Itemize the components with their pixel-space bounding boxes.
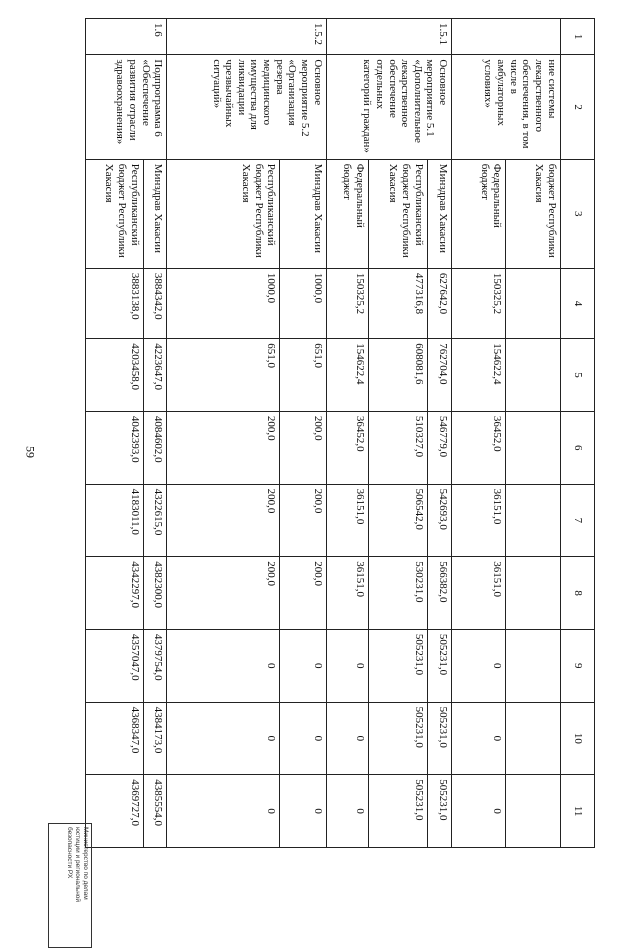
value-cell: 505231,0 bbox=[427, 629, 451, 702]
value-cell: 4322615,0 bbox=[143, 484, 167, 557]
value-cell: 530231,0 bbox=[368, 557, 427, 630]
value-cell: 3883138,0 bbox=[86, 268, 144, 338]
program-name-cell: ние системы лекарственного обеспечения, в том числе в амбулаторных условиях» bbox=[452, 55, 560, 159]
value-cell: 36151,0 bbox=[452, 484, 506, 557]
value-cell bbox=[506, 629, 560, 702]
rotated-table-container bbox=[85, 18, 595, 848]
value-cell: 200,0 bbox=[280, 557, 326, 630]
value-cell: 150325,2 bbox=[326, 268, 368, 338]
stamp-line: безопасности РХ bbox=[65, 827, 73, 879]
table-row bbox=[506, 19, 560, 848]
stamp-line: юстиции и региональной bbox=[73, 827, 81, 903]
value-cell: 0 bbox=[452, 702, 506, 775]
program-name-cell: Основное мероприятие 5.2 «Организация резерва медицинского имущества для ликвидации чрезвычайных ситуаций» bbox=[167, 55, 326, 159]
value-cell: 505231,0 bbox=[368, 775, 427, 848]
value-cell: 505231,0 bbox=[427, 702, 451, 775]
row-number-cell: 1.6 bbox=[86, 19, 167, 55]
value-cell: 0 bbox=[167, 775, 280, 848]
value-cell: 506542,0 bbox=[368, 484, 427, 557]
program-name-cell: Основное мероприятие 5.1 «Дополнительное лекарственное обеспечение отдельных категорий граждан» bbox=[326, 55, 451, 159]
value-cell bbox=[506, 411, 560, 484]
value-cell bbox=[506, 339, 560, 412]
value-cell: 505231,0 bbox=[368, 629, 427, 702]
value-cell: 0 bbox=[452, 775, 506, 848]
value-cell: 0 bbox=[167, 702, 280, 775]
row-number-cell: 1.5.2 bbox=[167, 19, 326, 55]
value-cell: 651,0 bbox=[167, 339, 280, 412]
value-cell: 0 bbox=[280, 629, 326, 702]
value-cell: 4042393,0 bbox=[86, 411, 144, 484]
value-cell: 154622,4 bbox=[452, 339, 506, 412]
header-cell: 10 bbox=[560, 702, 594, 775]
value-cell: 505231,0 bbox=[427, 775, 451, 848]
source-cell: Республиканский бюджет Республики Хакасия bbox=[86, 159, 144, 268]
value-cell: 566382,0 bbox=[427, 557, 451, 630]
value-cell: 4369727,0 bbox=[86, 775, 144, 848]
value-cell: 477316,8 bbox=[368, 268, 427, 338]
value-cell: 4183011,0 bbox=[86, 484, 144, 557]
value-cell: 4357047,0 bbox=[86, 629, 144, 702]
value-cell bbox=[506, 702, 560, 775]
header-cell: 11 bbox=[560, 775, 594, 848]
value-cell: 4385554,0 bbox=[143, 775, 167, 848]
header-cell: 2 bbox=[560, 55, 594, 159]
header-cell: 1 bbox=[560, 19, 594, 55]
value-cell: 4379754,0 bbox=[143, 629, 167, 702]
value-cell: 0 bbox=[452, 629, 506, 702]
value-cell: 4384173,0 bbox=[143, 702, 167, 775]
value-cell: 200,0 bbox=[167, 484, 280, 557]
budget-table bbox=[85, 18, 595, 848]
header-cell: 9 bbox=[560, 629, 594, 702]
source-cell: Минздрав Хакасии bbox=[280, 159, 326, 268]
value-cell bbox=[506, 557, 560, 630]
table-row bbox=[143, 19, 167, 848]
value-cell bbox=[506, 775, 560, 848]
table-row bbox=[280, 19, 326, 848]
value-cell: 36151,0 bbox=[326, 484, 368, 557]
table-header-row bbox=[560, 19, 594, 848]
value-cell: 0 bbox=[280, 775, 326, 848]
value-cell: 154622,4 bbox=[326, 339, 368, 412]
source-cell: Федеральный бюджет bbox=[452, 159, 506, 268]
value-cell: 510327,0 bbox=[368, 411, 427, 484]
row-number-cell bbox=[452, 19, 560, 55]
source-cell: Республиканский бюджет Республики Хакасия bbox=[368, 159, 427, 268]
value-cell: 36452,0 bbox=[452, 411, 506, 484]
value-cell: 0 bbox=[167, 629, 280, 702]
value-cell: 36151,0 bbox=[452, 557, 506, 630]
source-cell: Федеральный бюджет bbox=[326, 159, 368, 268]
value-cell: 627642,0 bbox=[427, 268, 451, 338]
source-cell: Минздрав Хакасии bbox=[427, 159, 451, 268]
value-cell: 4223647,0 bbox=[143, 339, 167, 412]
header-cell: 8 bbox=[560, 557, 594, 630]
value-cell: 546779,0 bbox=[427, 411, 451, 484]
value-cell: 36452,0 bbox=[326, 411, 368, 484]
value-cell: 200,0 bbox=[280, 411, 326, 484]
value-cell: 36151,0 bbox=[326, 557, 368, 630]
value-cell: 4084602,0 bbox=[143, 411, 167, 484]
value-cell: 651,0 bbox=[280, 339, 326, 412]
value-cell: 4203458,0 bbox=[86, 339, 144, 412]
value-cell: 542693,0 bbox=[427, 484, 451, 557]
header-cell: 4 bbox=[560, 268, 594, 338]
value-cell: 200,0 bbox=[167, 557, 280, 630]
value-cell bbox=[506, 484, 560, 557]
source-cell: Республиканский бюджет Республики Хакасия bbox=[167, 159, 280, 268]
value-cell: 4342297,0 bbox=[86, 557, 144, 630]
table-row bbox=[427, 19, 451, 848]
program-name-cell: Подпрограмма 6 «Обеспечение развития отрасли здравоохранения» bbox=[86, 55, 167, 159]
value-cell bbox=[506, 268, 560, 338]
value-cell: 0 bbox=[326, 702, 368, 775]
value-cell: 200,0 bbox=[280, 484, 326, 557]
value-cell: 505231,0 bbox=[368, 702, 427, 775]
header-cell: 6 bbox=[560, 411, 594, 484]
source-cell: бюджет Республики Хакасия bbox=[506, 159, 560, 268]
page-number: 59 bbox=[23, 446, 38, 458]
value-cell: 1000,0 bbox=[167, 268, 280, 338]
registration-stamp bbox=[48, 823, 92, 948]
value-cell: 4382300,0 bbox=[143, 557, 167, 630]
table-body bbox=[86, 19, 595, 848]
value-cell: 4368347,0 bbox=[86, 702, 144, 775]
stamp-line: Министерство по делам bbox=[82, 827, 89, 900]
header-cell: 5 bbox=[560, 339, 594, 412]
value-cell: 1000,0 bbox=[280, 268, 326, 338]
value-cell: 762704,0 bbox=[427, 339, 451, 412]
value-cell: 3884342,0 bbox=[143, 268, 167, 338]
value-cell: 200,0 bbox=[167, 411, 280, 484]
value-cell: 0 bbox=[326, 629, 368, 702]
header-cell: 3 bbox=[560, 159, 594, 268]
value-cell: 150325,2 bbox=[452, 268, 506, 338]
row-number-cell: 1.5.1 bbox=[326, 19, 451, 55]
header-cell: 7 bbox=[560, 484, 594, 557]
value-cell: 0 bbox=[326, 775, 368, 848]
value-cell: 608081,6 bbox=[368, 339, 427, 412]
source-cell: Минздрав Хакасии bbox=[143, 159, 167, 268]
value-cell: 0 bbox=[280, 702, 326, 775]
